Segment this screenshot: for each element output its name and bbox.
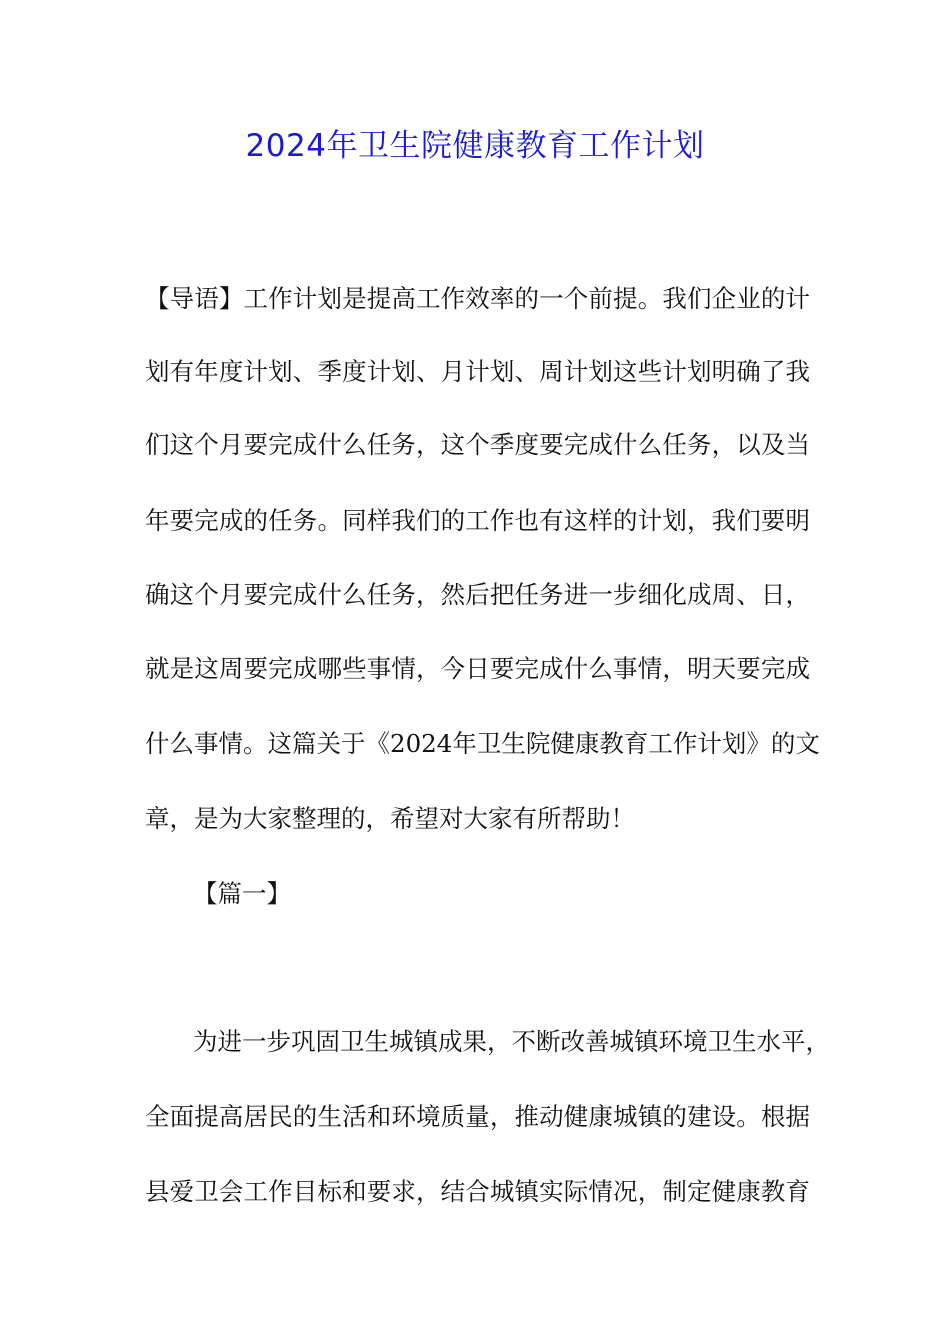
intro-line: 们这个月要完成什么任务，这个季度要完成什么任务，以及当 bbox=[145, 430, 810, 459]
intro-line: 章，是为大家整理的，希望对大家有所帮助！ bbox=[145, 804, 635, 833]
intro-line: 年要完成的任务。同样我们的工作也有这样的计划，我们要明 bbox=[145, 506, 810, 535]
intro-line: 确这个月要完成什么任务，然后把任务进一步细化成周、日， bbox=[145, 580, 810, 609]
intro-line: 【导语】工作计划是提高工作效率的一个前提。我们企业的计 bbox=[145, 284, 810, 313]
section-label: 【篇一】 bbox=[193, 879, 291, 908]
document-title: 2024年卫生院健康教育工作计划 bbox=[245, 128, 705, 164]
body-line: 为进一步巩固卫生城镇成果，不断改善城镇环境卫生水平， bbox=[193, 1027, 830, 1056]
intro-line: 就是这周要完成哪些事情，今日要完成什么事情，明天要完成 bbox=[145, 654, 810, 683]
intro-line: 划有年度计划、季度计划、月计划、周计划这些计划明确了我 bbox=[145, 357, 810, 386]
body-line: 县爱卫会工作目标和要求，结合城镇实际情况，制定健康教育 bbox=[145, 1177, 810, 1206]
body-line: 全面提高居民的生活和环境质量，推动健康城镇的建设。根据 bbox=[145, 1102, 810, 1131]
intro-line: 什么事情。这篇关于《2024年卫生院健康教育工作计划》的文 bbox=[145, 729, 820, 758]
